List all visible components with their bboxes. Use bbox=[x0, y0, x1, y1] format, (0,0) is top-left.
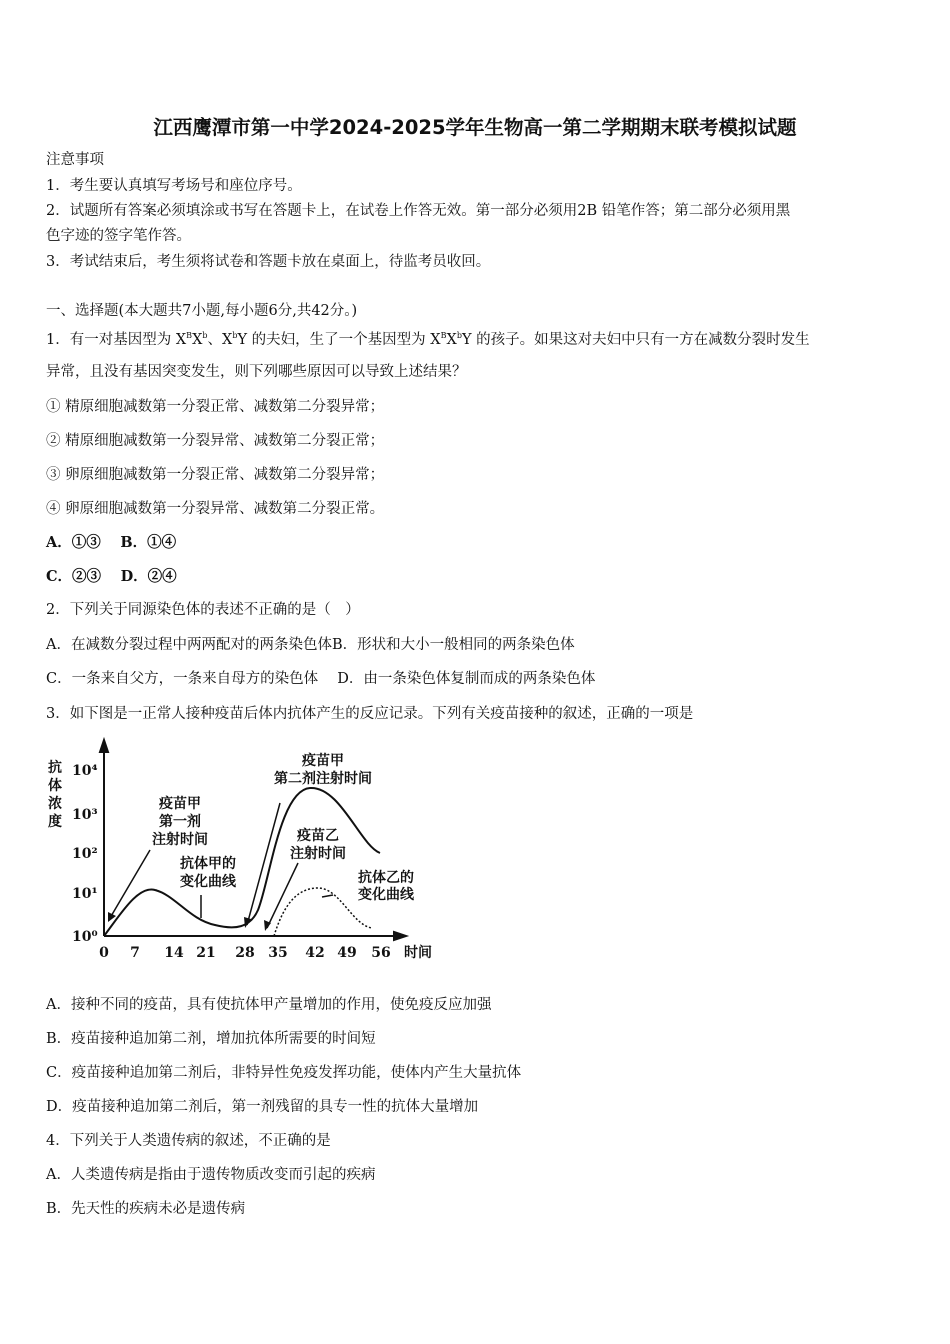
arrow-dose1 bbox=[110, 850, 150, 918]
annotation-vaccine-b: 疫苗乙 bbox=[297, 828, 339, 844]
y-tick: 10¹ bbox=[72, 886, 98, 902]
q1-item: ② 精原细胞减数第一分裂异常、减数第二分裂正常； bbox=[46, 433, 385, 449]
x-axis-arrow bbox=[394, 932, 406, 940]
arrow-dose2 bbox=[247, 803, 280, 925]
q1-option-b[interactable]: B．①④ bbox=[120, 534, 177, 551]
section-heading: 一、选择题(本大题共7小题,每小题6分,共42分。) bbox=[46, 303, 358, 319]
notice-item: 色字迹的签字笔作答。 bbox=[46, 228, 191, 244]
q4-stem: 4．下列关于人类遗传病的叙述，不正确的是 bbox=[46, 1133, 331, 1149]
x-tick: 14 bbox=[164, 945, 184, 961]
annotation-curve-a: 抗体甲的 bbox=[180, 856, 236, 872]
q3-option-c[interactable]: C．疫苗接种追加第二剂后，非特异性免疫发挥功能，使体内产生大量抗体 bbox=[46, 1065, 522, 1081]
q1-stem-line2: 异常，且没有基因突变发生，则下列哪些原因可以导致上述结果？ bbox=[46, 364, 467, 380]
q1-item: ④ 卵原细胞减数第一分裂异常、减数第二分裂正常。 bbox=[46, 501, 385, 517]
notice-item: 1．考生要认真填写考场号和座位序号。 bbox=[46, 178, 302, 194]
q2-option-d[interactable]: D．由一条染色体复制而成的两条染色体 bbox=[337, 671, 596, 687]
q3-option-d[interactable]: D．疫苗接种追加第二剂后，第一剂残留的具专一性的抗体大量增加 bbox=[46, 1099, 479, 1115]
x-tick: 0 bbox=[99, 945, 109, 961]
q4-option-a[interactable]: A．人类遗传病是指由于遗传物质改变而引起的疾病 bbox=[46, 1167, 376, 1183]
q1-item: ① 精原细胞减数第一分裂正常、减数第二分裂异常； bbox=[46, 399, 385, 415]
x-tick: 21 bbox=[196, 945, 216, 961]
x-axis-label: 时间 bbox=[404, 945, 432, 961]
q3-option-a[interactable]: A．接种不同的疫苗，具有使抗体甲产量增加的作用，使免疫反应加强 bbox=[46, 997, 492, 1013]
notice-heading: 注意事项 bbox=[46, 152, 104, 168]
q1-option-d[interactable]: D．②④ bbox=[120, 568, 177, 585]
y-axis-arrow bbox=[100, 740, 108, 752]
x-tick: 28 bbox=[235, 945, 255, 961]
y-tick: 10² bbox=[72, 846, 98, 862]
notice-item: 2．试题所有答案必须填涂或书写在答题卡上，在试卷上作答无效。第一部分必须用2B 铅笔作答；第二部分必须用黑 bbox=[46, 203, 791, 219]
q1-stem: 1．有一对基因型为 $X^BX^b$、$X^bY$ 的夫妇，生了一个基因型为 $X^BX^bY$ 的孩子。如果这对夫妇中只有一方在减数分裂时发生 bbox=[46, 331, 810, 348]
annotation-dose1: 注射时间 bbox=[152, 832, 208, 848]
arrow-vaccine-b bbox=[267, 863, 298, 928]
notice-item: 3．考试结束后，考生须将试卷和答题卡放在桌面上，待监考员收回。 bbox=[46, 254, 491, 270]
q3-stem: 3．如下图是一正常人接种疫苗后体内抗体产生的反应记录。下列有关疫苗接种的叙述，正确的一项是 bbox=[46, 706, 694, 722]
annotation-vaccine-b: 注射时间 bbox=[290, 846, 346, 862]
x-tick: 35 bbox=[268, 945, 288, 961]
annotation-dose1: 疫苗甲 bbox=[159, 796, 201, 812]
x-tick: 7 bbox=[130, 945, 140, 961]
y-tick: 10³ bbox=[72, 807, 98, 823]
y-label-char: 抗 bbox=[48, 760, 62, 776]
annotation-dose2: 疫苗甲 bbox=[302, 753, 344, 769]
q2-option-c[interactable]: C．一条来自父方，一条来自母方的染色体 bbox=[46, 671, 319, 687]
annotation-dose2: 第二剂注射时间 bbox=[274, 771, 372, 787]
q1-option-c[interactable]: C．②③ bbox=[46, 568, 102, 585]
q1-item: ③ 卵原细胞减数第一分裂正常、减数第二分裂异常； bbox=[46, 467, 385, 483]
annotation-dose1: 第一剂 bbox=[159, 814, 201, 830]
q4-option-b[interactable]: B．先天性的疾病未必是遗传病 bbox=[46, 1201, 246, 1217]
annotation-curve-b: 抗体乙的 bbox=[358, 870, 414, 886]
annotation-curve-b: 变化曲线 bbox=[358, 887, 414, 903]
q2-option-a[interactable]: A．在减数分裂过程中两两配对的两条染色体 bbox=[46, 637, 332, 653]
q1-option-a[interactable]: A．①③ bbox=[46, 534, 101, 551]
y-tick: 10⁰ bbox=[72, 929, 98, 945]
x-tick: 49 bbox=[337, 945, 357, 961]
annotation-curve-a: 变化曲线 bbox=[180, 874, 236, 890]
q2-stem: 2．下列关于同源染色体的表述不正确的是（ ） bbox=[46, 602, 360, 618]
y-label-char: 度 bbox=[48, 814, 62, 830]
q2-option-b[interactable]: B．形状和大小一般相同的两条染色体 bbox=[331, 637, 575, 653]
y-label-char: 体 bbox=[48, 778, 62, 794]
y-label-char: 浓 bbox=[48, 796, 62, 812]
q3-option-b[interactable]: B．疫苗接种追加第二剂，增加抗体所需要的时间短 bbox=[46, 1031, 376, 1047]
page-title: 江西鹰潭市第一中学2024-2025学年生物高一第二学期期末联考模拟试题 bbox=[153, 116, 797, 139]
y-tick: 10⁴ bbox=[72, 763, 98, 779]
x-tick: 56 bbox=[371, 945, 391, 961]
x-tick: 42 bbox=[305, 945, 325, 961]
